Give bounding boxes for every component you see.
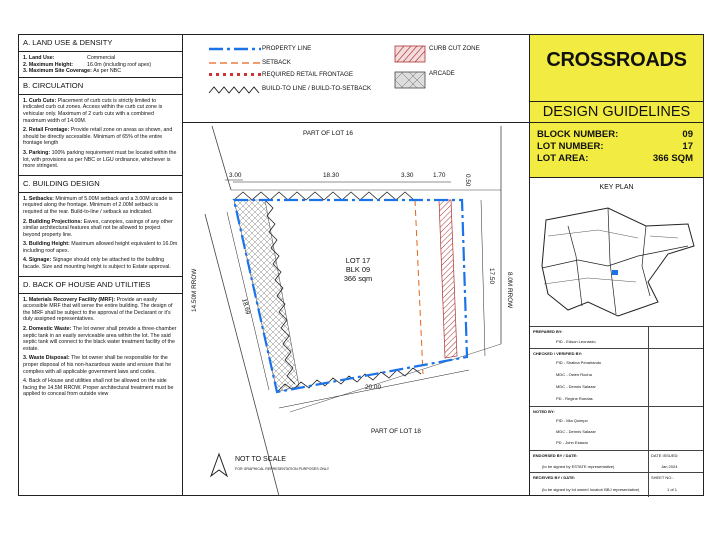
curb-cuts-rule: 1. Curb Cuts: Placement of curb cuts is strictly limited to indicated curb cut zones. Access within the curb cut zone is vehicular only. Maximum of 2 curb cuts with a combined maximum width of 14.00M.: [23, 97, 163, 124]
block-number-row: BLOCK NUMBER: 09: [537, 129, 693, 140]
waste-disposal-rule: 3. Waste Disposal: The lot owner shall be responsible for the proper disposal of his non-hazardous waste and ensure that he complies with all applicable government laws and codes.: [23, 355, 172, 375]
left-road-label: 14.50M RROW: [191, 268, 198, 312]
prepared-by-label: PREPARED BY:: [533, 329, 563, 334]
drawing-sheet: [18, 34, 704, 496]
checked-by-name-2: MDC - Owen Rocha: [556, 372, 592, 377]
legend-curb-cut-zone: CURB CUT ZONE: [429, 45, 480, 52]
back-of-house-rule: 4. Back of House and utilities shall not be allowed on the side facing the 14.5M RROW. Proper architectural treatment must be applied to conceal from outside view: [23, 378, 174, 398]
land-use-row: 1. Land Use: Commercial: [23, 55, 116, 61]
dim-bottom: 20.00: [365, 384, 381, 391]
sheet-no: 1 of 1: [667, 487, 678, 492]
lot-number-row: LOT NUMBER: 17: [537, 141, 693, 152]
dim-setback-width: 3.30: [401, 172, 414, 179]
retail-frontage-rule: 2. Retail Frontage: Provide retail zone on areas as shown, and should be directly accessible. Minimum of 65% of the entire frontage length: [23, 127, 173, 147]
signage-rule: 4. Signage: Signage should only be attached to the building facade. Size and mounting height is subject to Estate approval.: [23, 257, 171, 271]
circulation-body: [19, 95, 182, 175]
back-of-house-body: [19, 294, 182, 403]
domestic-waste-rule: 2. Domestic Waste: The lot owner shall provide a three-chamber septic tank in an easily serviceable area within the lot. The said septic tank will connect to the black water treatment facility of the estate.: [23, 326, 177, 352]
building-heading: C. BUILDING DESIGN: [19, 175, 182, 193]
date-issued-label: DATE ISSUED:: [651, 453, 679, 458]
title-column: [529, 35, 703, 495]
build-to-line-top: [234, 192, 414, 200]
building-body: [19, 193, 182, 276]
setbacks-rule: 1. Setbacks: Minimum of 5.00M setback and a 3.00M arcade is required along the frontage. Minimum of 2.00M setback is required at the rear. Build-to-line / setback as indicated.: [23, 195, 173, 215]
top-neighbor-label: PART OF LOT 16: [303, 130, 353, 137]
not-to-scale: NOT TO SCALE: [235, 456, 286, 463]
legend-retail-frontage: REQUIRED RETAIL FRONTAGE: [262, 71, 353, 78]
mrf-rule: 1. Materials Recovery Facility (MRF): Provide an easily accessible MRF that will serve the entire building. The design of the MRF shall be subject to the approval of the Declarant or it's duly assigned representatives.: [23, 296, 173, 323]
dim-rear-offset: 0.50: [464, 174, 471, 187]
approval-block: [530, 326, 703, 497]
circulation-heading: B. CIRCULATION: [19, 77, 182, 95]
right-road-label: 8.0M RROW: [506, 272, 513, 309]
design-guidelines-title: DESIGN GUIDELINES: [530, 101, 703, 123]
sheet-no-label: SHEET NO.:: [651, 475, 674, 480]
date-issued: Jan 2024: [661, 464, 678, 469]
checked-by-name-3: MDC - Dennis Salazar: [556, 384, 596, 389]
dim-front-width: 18.30: [323, 172, 339, 179]
lot-label: LOT 17 BLK 09 366 sqm: [343, 256, 373, 283]
checked-by-name-1: PID - Shalina Penalrando: [556, 360, 602, 365]
received-note: (to be signed by lot owner/ locator/ BBJ representative): [542, 487, 640, 492]
dim-left-side: 18.69: [240, 298, 252, 316]
dim-curb-width: 1.70: [433, 172, 446, 179]
guidelines-column: [19, 35, 183, 495]
endorsed-note: (to be signed by ESTATE representative): [542, 464, 615, 469]
prepared-by-name: PID - Edson Leonardo: [556, 339, 596, 344]
legend-property-line: PROPERTY LINE: [262, 45, 312, 52]
land-use-body: [19, 52, 182, 77]
legend-arcade: ARCADE: [429, 70, 455, 77]
noted-by-name-1: PID - Mia Quimpo: [556, 418, 588, 423]
projections-rule: 2. Building Projections: Eaves, canopies, casings of any other similar architectural features shall not be allowed to project beyond property line.: [23, 218, 173, 238]
endorsed-by-label: ENDORSED BY / DATE:: [533, 453, 578, 458]
back-of-house-heading: D. BACK OF HOUSE AND UTILITIES: [19, 276, 182, 294]
site-plan: [183, 122, 529, 496]
checked-by-label: CHECKED / VERIFIED BY:: [533, 351, 583, 356]
not-to-scale-note: FOR GRAPHICAL REPRESENTATION PURPOSES ONLY: [235, 467, 330, 471]
height-rule: 3. Building Height: Maximum allowed height equivalent to 16.0m including roof apex.: [23, 241, 178, 254]
land-use-heading: A. LAND USE & DENSITY: [19, 35, 182, 52]
bottom-neighbor-label: PART OF LOT 18: [371, 428, 421, 435]
parking-rule: 3. Parking: 100% parking requirement must be located within the lot, with provisions as per NBC or LGU ordinance, whichever is more stringent.: [23, 149, 177, 170]
key-plan-map: [538, 206, 696, 318]
legend-build-to-line: BUILD-TO LINE / BUILD-TO-SETBACK: [262, 85, 372, 92]
curb-cut-zone: [439, 200, 457, 358]
title-block: [530, 35, 703, 178]
north-arrow-icon: [211, 454, 227, 476]
height-row: 2. Maximum Height: 16.0m (including roof apex): [23, 61, 152, 68]
noted-by-name-3: PD - John Estacio: [556, 440, 589, 445]
brand-title: CROSSROADS: [546, 49, 687, 71]
lot-area-row: LOT AREA: 366 SQM: [537, 153, 693, 164]
coverage-row: 3. Maximum Site Coverage: As per NBC: [23, 68, 122, 75]
noted-by-name-2: MDC - Dennis Salazar: [556, 429, 596, 434]
dim-right-side: 17.50: [488, 268, 495, 284]
checked-by-name-4: PD - Regine Ruedas: [556, 396, 593, 401]
received-by-label: RECEIVED BY / DATE:: [533, 475, 576, 480]
key-plan: [530, 178, 703, 327]
legend-setback: SETBACK: [262, 59, 291, 66]
noted-by-label: NOTED BY:: [533, 409, 555, 414]
dim-arcade: 3.00: [229, 172, 242, 179]
key-plan-title: KEY PLAN: [599, 184, 634, 191]
setback-line: [415, 200, 423, 374]
